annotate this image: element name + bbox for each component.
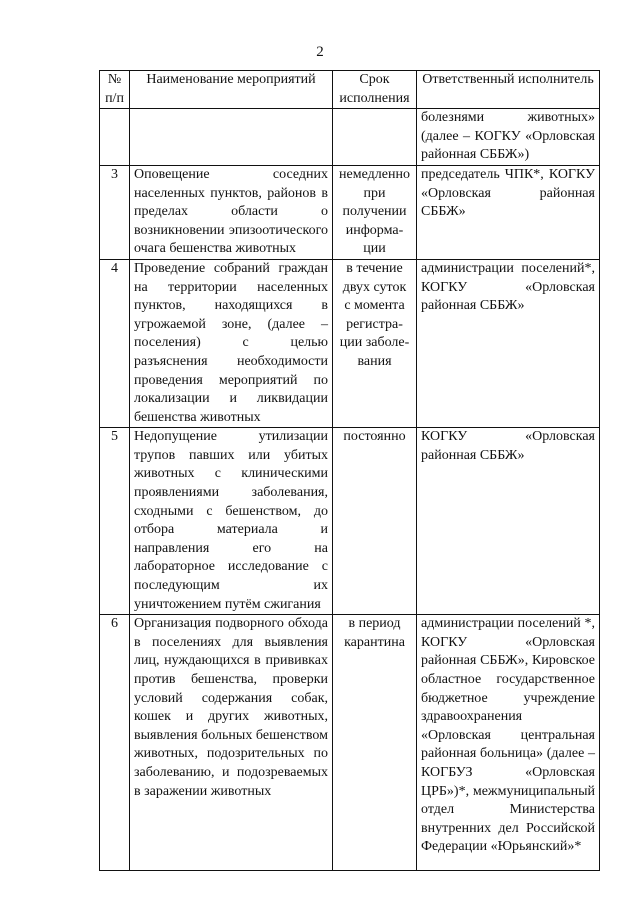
row-responsible: болезнями животных» (далее – КОГКУ «Орловская районная СББЖ») [417,109,600,166]
row-measure-name: Организация подворного обхода в поселениях для выявления лиц, нуждающихся в прививках против бешенства, проверки условий содержания собак, кошек и других животных, выявления больных бешенством животных, подозрительных по заболеванию, и подозреваемых в заражении животных [130,615,333,871]
table-header-row [100,71,600,109]
page-number: 2 [316,44,324,60]
row-measure-name: Оповещение соседних населенных пунктов, районов в пределах области о возникновении эпизоотического очага бешенства животных [130,165,333,259]
header-responsible: Ответственный исполнитель [417,71,600,109]
row-term: в период карантина [333,615,417,871]
row-number: 3 [100,165,130,259]
row-term [333,109,417,166]
row-responsible: КОГКУ «Орловская районная СББЖ» [417,428,600,615]
row-number: 4 [100,259,130,427]
header-number: № п/п [100,71,130,109]
row-measure-name [130,109,333,166]
row-responsible: администрации поселений *, КОГКУ «Орловская районная СББЖ», Кировское областное государственное бюджетное учреждение здравоохранения «Орловская центральная районная больница» (далее – КОГБУЗ «Орловская ЦРБ»)*, межмуниципальный отдел Министерства внутренних дел Российской Федерации «Юрьянский»* [417,615,600,871]
row-measure-name: Проведение собраний граждан на территории населенных пунктов, находящихся в угрожаемой зоне, (далее – поселения) с целью разъяснения необходимости проведения мероприятий по локализации и ликвидации бешенства животных [130,259,333,427]
row-number [100,109,130,166]
row-responsible: администрации поселений*, КОГКУ «Орловская районная СББЖ» [417,259,600,427]
row-responsible: председатель ЧПК*, КОГКУ «Орловская районная СББЖ» [417,165,600,259]
row-term: немедленно при получении информа- ции [333,165,417,259]
row-measure-name: Недопущение утилизации трупов павших или убитых животных с клиническими проявлениями заболевания, сходными с бешенством, до отбора материала и направления его на лабораторное исследование с последующим их уничтожением путём сжигания [130,428,333,615]
table-row [100,109,600,166]
table-row [100,428,600,615]
table-row [100,165,600,259]
row-term: постоянно [333,428,417,615]
row-number: 6 [100,615,130,871]
header-term: Срок исполнения [333,71,417,109]
header-measure-name: Наименование мероприятий [130,71,333,109]
table-row [100,259,600,427]
row-term: в течение двух суток с момента регистра- ции заболе- вания [333,259,417,427]
row-number: 5 [100,428,130,615]
table-row [100,615,600,871]
measures-table [99,70,600,871]
